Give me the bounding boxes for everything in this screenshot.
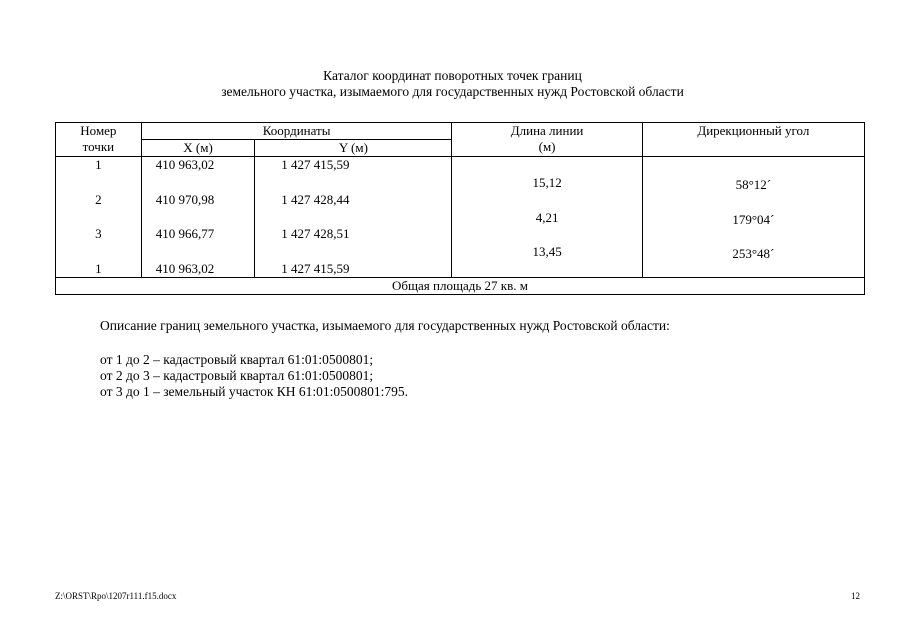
y-value: 1 427 428,44 (281, 192, 350, 207)
document-title (0, 68, 905, 100)
header-coordinates: Координаты (141, 123, 452, 140)
title-line-1: Каталог координат поворотных точек границ (323, 68, 582, 83)
coordinates-table (55, 122, 865, 295)
angle-value: 179°04´ (732, 212, 775, 227)
angle-value: 253°48´ (732, 246, 775, 261)
footer-file-path: Z:\ORST\Rpo\1207r111.f15.docx (55, 591, 177, 601)
angle-value: 58°12´ (735, 177, 772, 192)
length-value: 4,21 (535, 210, 559, 225)
header-length-line2: (м) (538, 139, 556, 154)
point-number-column (56, 157, 142, 278)
table-body-row (56, 157, 865, 278)
header-length-line1: Длина линии (510, 123, 584, 138)
boundary-description (100, 318, 670, 400)
header-point-line2: точки (82, 139, 115, 154)
x-value: 410 963,02 (155, 157, 215, 172)
total-area: Общая площадь 27 кв. м (56, 278, 865, 295)
length-column (452, 157, 642, 278)
description-line: от 3 до 1 – земельный участок КН 61:01:0500801:795. (100, 384, 409, 399)
description-line: от 2 до 3 – кадастровый квартал 61:01:0500801; (100, 368, 374, 383)
x-value: 410 970,98 (155, 192, 215, 207)
point-number: 2 (95, 192, 102, 207)
footer-page-number: 12 (851, 591, 860, 601)
table-header-row-1 (56, 123, 865, 140)
header-line-length (452, 123, 642, 157)
point-number: 1 (95, 157, 102, 172)
header-y: Y (м) (255, 140, 452, 157)
y-value: 1 427 428,51 (281, 226, 350, 241)
description-heading: Описание границ земельного участка, изымаемого для государственных нужд Ростовской области: (100, 318, 670, 333)
table-total-row (56, 278, 865, 295)
header-x: X (м) (141, 140, 255, 157)
x-value: 410 963,02 (155, 261, 215, 276)
description-line: от 1 до 2 – кадастровый квартал 61:01:0500801; (100, 352, 374, 367)
header-point-line1: Номер (80, 123, 117, 138)
y-value: 1 427 415,59 (281, 261, 350, 276)
length-value: 15,12 (532, 175, 562, 190)
point-number: 1 (95, 261, 102, 276)
y-value: 1 427 415,59 (281, 157, 350, 172)
x-value: 410 966,77 (155, 226, 215, 241)
header-point-number (56, 123, 142, 157)
point-number: 3 (95, 226, 102, 241)
header-direction-angle: Дирекционный угол (642, 123, 864, 157)
title-line-2: земельного участка, изымаемого для государственных нужд Ростовской области (221, 84, 684, 99)
y-column (255, 157, 452, 278)
x-column (141, 157, 255, 278)
angle-column (642, 157, 864, 278)
length-value: 13,45 (532, 244, 562, 259)
